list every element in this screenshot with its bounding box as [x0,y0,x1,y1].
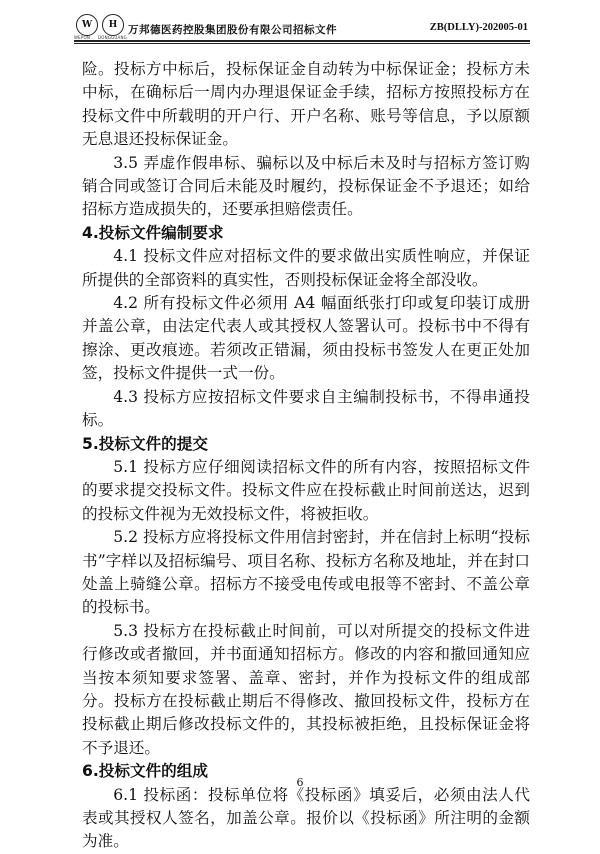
logo1-caption: WEPON [74,35,91,40]
document-number: ZB(DLLY)-202005-01 [429,22,528,33]
paragraph: 6.1 投标函：投标单位将《投标函》填妥后，必须由法人代表或其授权人签名，加盖公章。报价以《投标函》所注明的金额为准。 [82,785,530,851]
paragraph: 3.5 弄虚作假串标、骗标以及中标后未及时与招标方签订购销合同或签订合同后未能及时履约，投标保证金不予退还；如给招标方造成损失的，还要承担赔偿责任。 [82,153,530,219]
paragraph: 险。投标方中标后，投标保证金自动转为中标保证金；投标方未中标，在确标后一周内办理退保证金手续，招标方按照投标方在投标文件中所载明的开户行、开户名称、账号等信息，予以原额无息退还投标保证金。 [82,60,530,149]
logo2-caption: DONGGUANG [98,35,127,40]
document-body [82,58,530,854]
section-heading: 4.投标文件编制要求 [82,223,224,242]
dongguang-logo-icon: H [102,14,124,36]
header-rule-thick [74,40,530,42]
header-rule-thin [74,43,530,44]
company-name: 万邦德医药控股集团股份有限公司招标文件 [128,24,337,36]
section-heading: 6.投标文件的组成 [82,762,208,781]
page-number: 6 [296,776,304,789]
paragraph: 5.3 投标方在投标截止时间前，可以对所提交的投标文件进行修改或者撤回，并书面通知招标方。修改的内容和撤回通知应当按本须知要求签署、盖章、密封，并作为投标文件的组成部分。投标方在投标截止期后不得修改、撤回投标文件，投标方在投标截止期后修改投标文件的，其投标被拒绝，且投标保证金将不予退还。 [82,621,530,757]
paragraph: 5.2 投标方应将投标文件用信封密封，并在信封上标明“投标书”字样以及招标编号、项目名称、投标方名称及地址，并在封口处盖上骑缝公章。招标方不接受电传或电报等不密封、不盖公章的投标书。 [82,528,530,617]
paragraph: 4.3 投标方应按招标文件要求自主编制投标书，不得串通投标。 [82,387,530,430]
paragraph: 4.2 所有投标文件必须用 A4 幅面纸张打印或复印装订成册并盖公章，由法定代表人或其授权人签署认可。投标书中不得有擦涂、更改痕迹。若须改正错漏，须由投标书签发人在更正处加签，投标文件提供一式一份。 [82,294,530,383]
paragraph: 4.1 投标文件应对招标文件的要求做出实质性响应，并保证所提供的全部资料的真实性，否则投标保证金将全部没收。 [82,247,530,289]
logo-group [76,14,124,36]
page-header [0,0,600,50]
wepon-logo-icon: W [76,14,98,36]
paragraph: 5.1 投标方应仔细阅读招标文件的所有内容，按照招标文件的要求提交投标文件。投标文件应在投标截止时间前送达，迟到的投标文件视为无效投标文件，将被拒收。 [82,457,530,523]
section-heading: 5.投标文件的提交 [82,434,208,453]
